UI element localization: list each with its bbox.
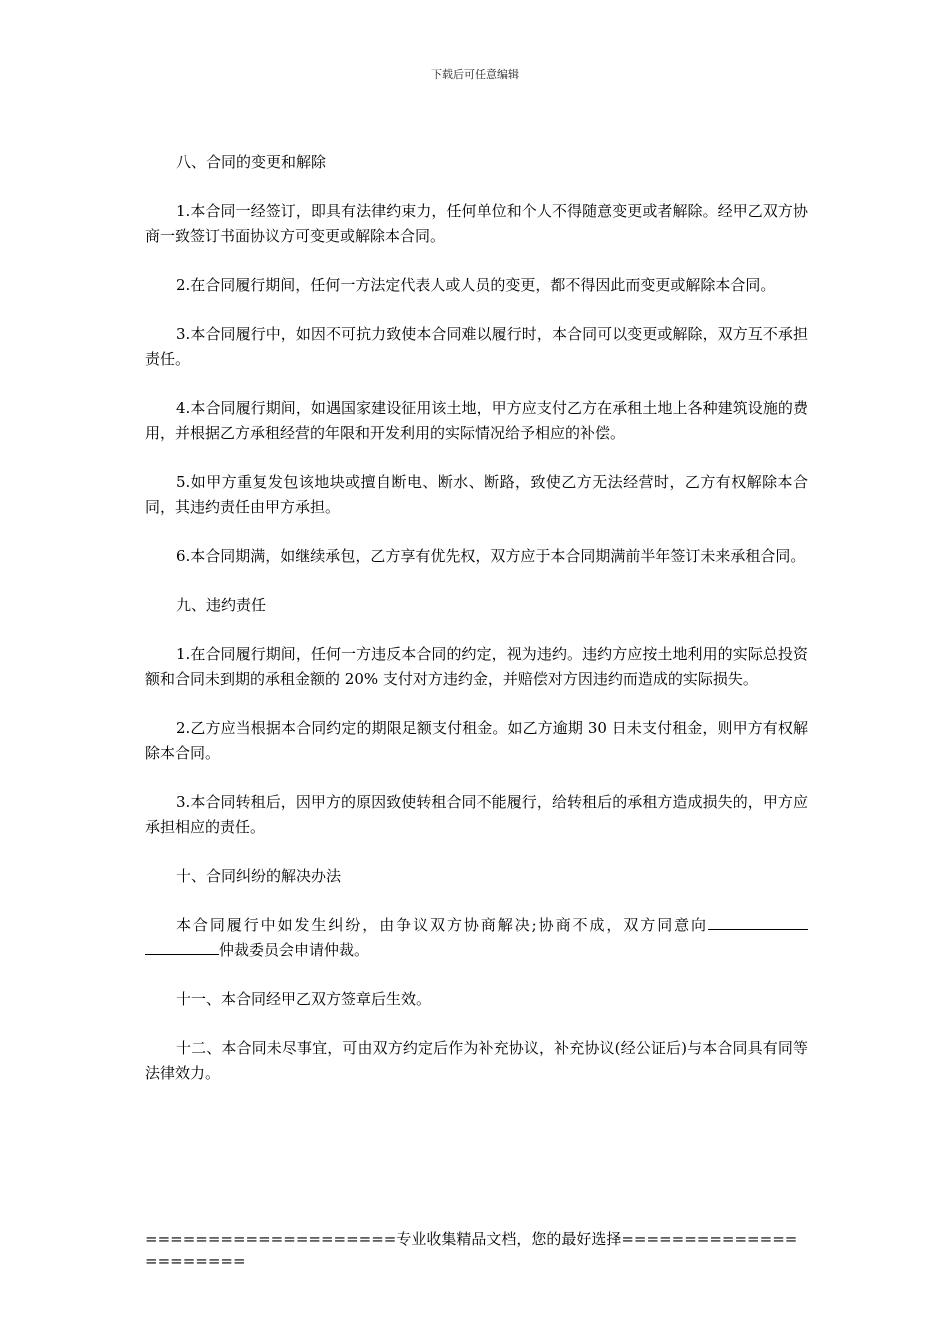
arbitration-blank-line-1 bbox=[708, 915, 808, 930]
page-header-note: 下载后可任意编辑 bbox=[431, 68, 519, 81]
document-body bbox=[145, 150, 808, 1086]
section-8-item-3: 3.本合同履行中，如因不可抗力致使本合同难以履行时，本合同可以变更或解除，双方互不承担责任。 bbox=[145, 325, 808, 368]
section-11-title: 十一、本合同经甲乙双方签章后生效。 bbox=[176, 990, 432, 1008]
section-12-paragraph: 十二、本合同未尽事宜，可由双方约定后作为补充协议，补充协议(经公证后)与本合同具有同等法律效力。 bbox=[145, 1039, 808, 1082]
section-10-paragraph bbox=[145, 913, 808, 963]
footer-banner-text: ====================专业收集精品文档，您的最好选择====================== bbox=[145, 1230, 798, 1270]
section-8-item-6: 6.本合同期满，如继续承包，乙方享有优先权，双方应于本合同期满前半年签订未来承租合同。 bbox=[176, 547, 806, 565]
section-8-item-2: 2.在合同履行期间，任何一方法定代表人或人员的变更，都不得因此而变更或解除本合同。 bbox=[176, 276, 776, 294]
section-10-text-before: 本合同履行中如发生纠纷，由争议双方协商解决;协商不成，双方同意向 bbox=[176, 916, 708, 934]
section-10-text-after: 仲裁委员会申请仲裁。 bbox=[219, 941, 370, 959]
page-footer-banner bbox=[145, 1228, 808, 1272]
section-9-title: 九、违约责任 bbox=[176, 596, 267, 614]
section-8-item-1: 1.本合同一经签订，即具有法律约束力，任何单位和个人不得随意变更或者解除。经甲乙双方协商一致签订书面协议方可变更或解除本合同。 bbox=[145, 202, 808, 245]
section-9-item-3: 3.本合同转租后，因甲方的原因致使转租合同不能履行，给转租后的承租方造成损失的，甲方应承担相应的责任。 bbox=[145, 793, 808, 836]
section-10-title: 十、合同纠纷的解决办法 bbox=[176, 867, 342, 885]
arbitration-blank-line-2 bbox=[145, 940, 219, 955]
section-8-item-4: 4.本合同履行期间，如遇国家建设征用该土地，甲方应支付乙方在承租土地上各种建筑设施的费用，并根据乙方承租经营的年限和开发利用的实际情况给予相应的补偿。 bbox=[145, 399, 808, 442]
section-9-item-1: 1.在合同履行期间，任何一方违反本合同的约定，视为违约。违约方应按土地利用的实际总投资额和合同未到期的承租金额的 20% 支付对方违约金，并赔偿对方因违约而造成的实际损失。 bbox=[145, 645, 808, 688]
section-9-item-2: 2.乙方应当根据本合同约定的期限足额支付租金。如乙方逾期 30 日未支付租金，则甲方有权解除本合同。 bbox=[145, 719, 808, 762]
section-8-item-5: 5.如甲方重复发包该地块或擅自断电、断水、断路，致使乙方无法经营时，乙方有权解除本合同，其违约责任由甲方承担。 bbox=[145, 473, 808, 516]
section-8-title: 八、合同的变更和解除 bbox=[176, 153, 327, 171]
